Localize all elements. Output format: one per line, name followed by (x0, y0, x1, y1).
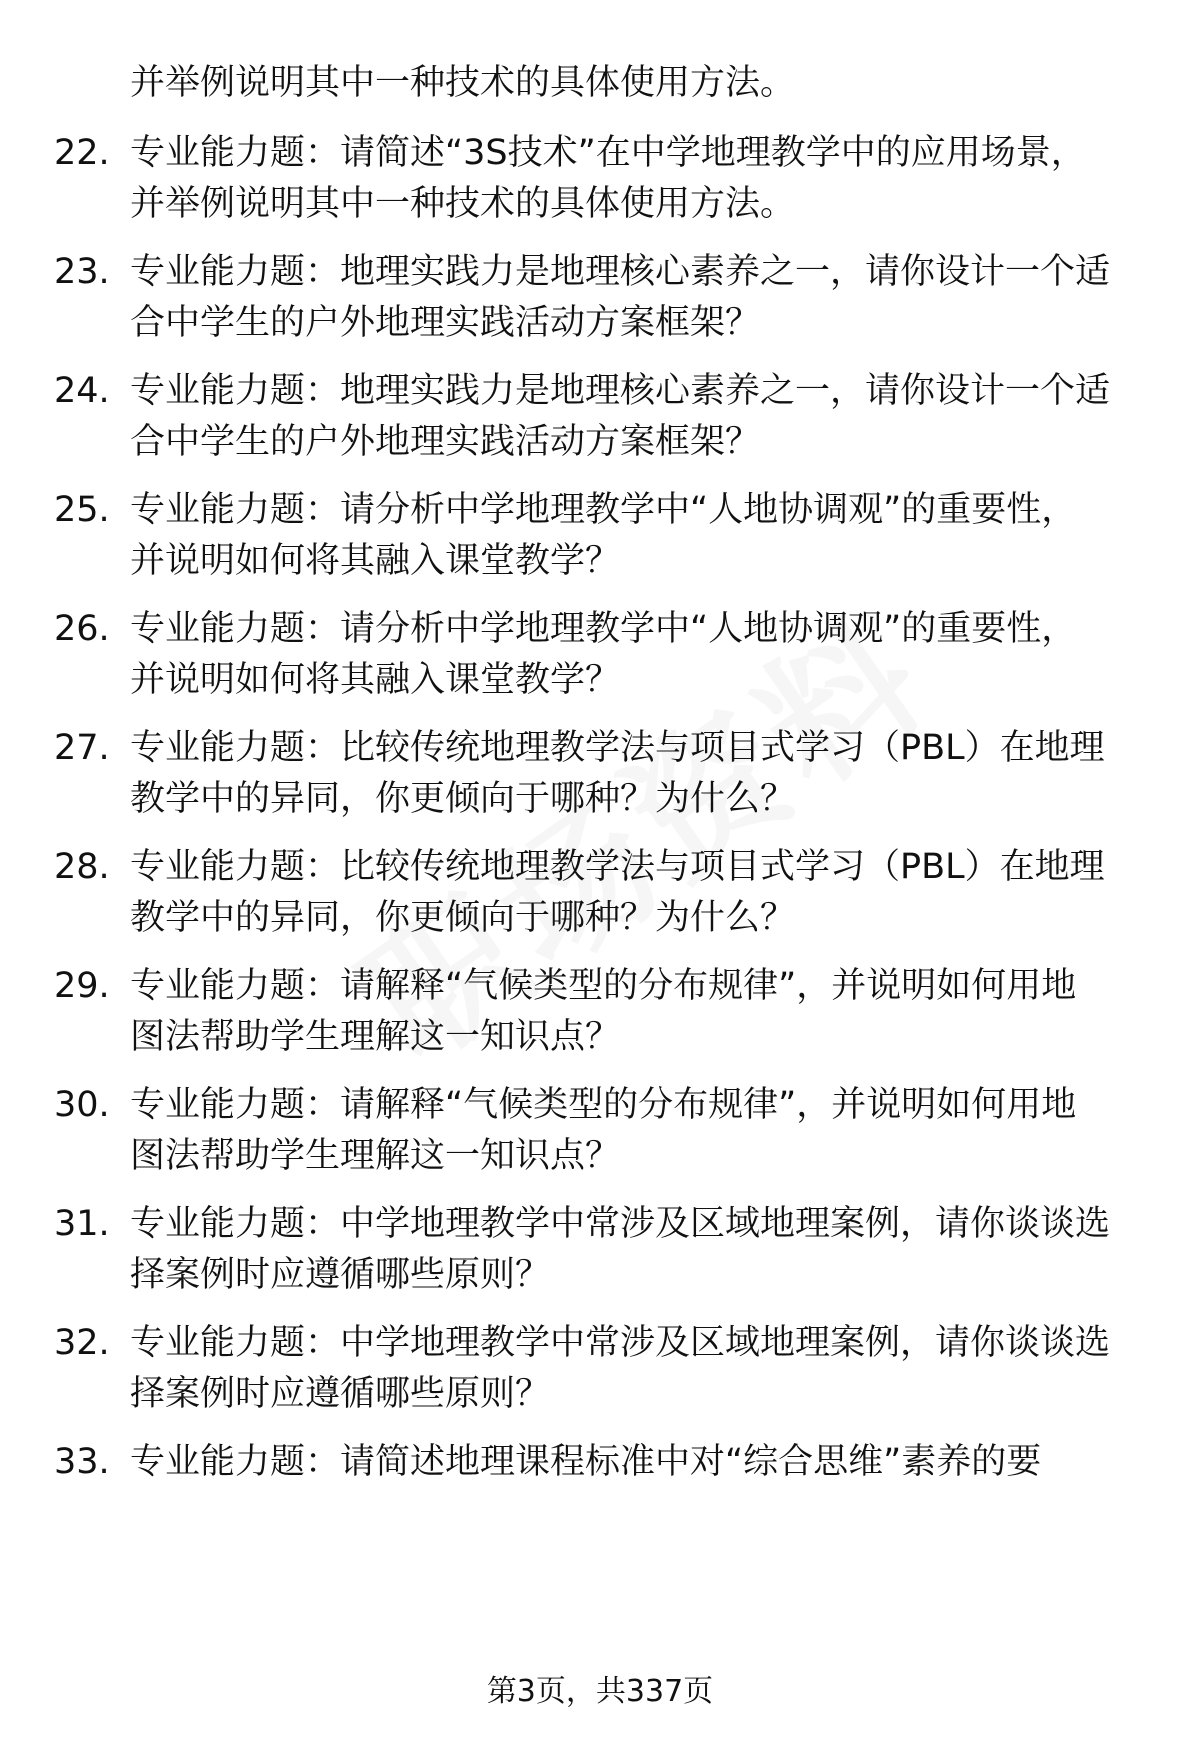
question-text (130, 1080, 1160, 1182)
question-text (130, 1318, 1160, 1420)
question-line: 教学中的异同，你更倾向于哪种？为什么？ (130, 779, 796, 819)
question-line: 专业能力题：请分析中学地理教学中“人地协调观”的重要性， (130, 490, 1077, 530)
question-number: 23. (54, 252, 110, 292)
question-number: 30. (54, 1085, 110, 1125)
question-text (130, 128, 1160, 230)
question-number: 26. (54, 609, 110, 649)
question-number: 29. (54, 966, 110, 1006)
question-line: 合中学生的户外地理实践活动方案框架？ (130, 303, 761, 343)
question-line: 专业能力题：请解释“气候类型的分布规律”，并说明如何用地 (130, 966, 1077, 1006)
question-text (130, 485, 1160, 587)
question-number: 28. (54, 847, 110, 887)
question-number: 27. (54, 728, 110, 768)
continued-text: 并举例说明其中一种技术的具体使用方法。 (130, 63, 796, 103)
question-number: 24. (54, 371, 110, 411)
question-text (130, 1437, 1160, 1488)
question-line: 图法帮助学生理解这一知识点？ (130, 1136, 621, 1176)
question-number: 31. (54, 1204, 110, 1244)
question-line: 专业能力题：中学地理教学中常涉及区域地理案例，请你谈谈选 (130, 1323, 1111, 1363)
question-line: 专业能力题：请简述“3S技术”在中学地理教学中的应用场景， (130, 133, 1086, 173)
question-number: 22. (54, 133, 110, 173)
question-line: 专业能力题：请简述地理课程标准中对“综合思维”素养的要 (130, 1442, 1042, 1482)
question-text (130, 1199, 1160, 1301)
question-text (130, 604, 1160, 706)
question-line: 并举例说明其中一种技术的具体使用方法。 (130, 184, 796, 224)
page-number-footer: 第3页，共337页 (486, 1674, 714, 1709)
question-text (130, 247, 1160, 349)
question-line: 合中学生的户外地理实践活动方案框架？ (130, 422, 761, 462)
question-line: 专业能力题：比较传统地理教学法与项目式学习（PBL）在地理 (130, 728, 1105, 768)
question-text (130, 961, 1160, 1063)
question-line: 专业能力题：地理实践力是地理核心素养之一，请你设计一个适 (130, 252, 1111, 292)
question-line: 教学中的异同，你更倾向于哪种？为什么？ (130, 898, 796, 938)
question-line: 专业能力题：请分析中学地理教学中“人地协调观”的重要性， (130, 609, 1077, 649)
question-line: 图法帮助学生理解这一知识点？ (130, 1017, 621, 1057)
question-line: 专业能力题：中学地理教学中常涉及区域地理案例，请你谈谈选 (130, 1204, 1111, 1244)
question-text (130, 842, 1160, 944)
question-line: 择案例时应遵循哪些原则？ (130, 1255, 551, 1295)
question-line: 专业能力题：请解释“气候类型的分布规律”，并说明如何用地 (130, 1085, 1077, 1125)
question-line: 专业能力题：比较传统地理教学法与项目式学习（PBL）在地理 (130, 847, 1105, 887)
question-number: 25. (54, 490, 110, 530)
question-line: 择案例时应遵循哪些原则？ (130, 1374, 551, 1414)
question-number: 33. (54, 1442, 110, 1482)
question-line: 并说明如何将其融入课堂教学？ (130, 541, 621, 581)
question-text (130, 723, 1160, 825)
question-line: 并说明如何将其融入课堂教学？ (130, 660, 621, 700)
question-line: 专业能力题：地理实践力是地理核心素养之一，请你设计一个适 (130, 371, 1111, 411)
question-text (130, 366, 1160, 468)
question-number: 32. (54, 1323, 110, 1363)
